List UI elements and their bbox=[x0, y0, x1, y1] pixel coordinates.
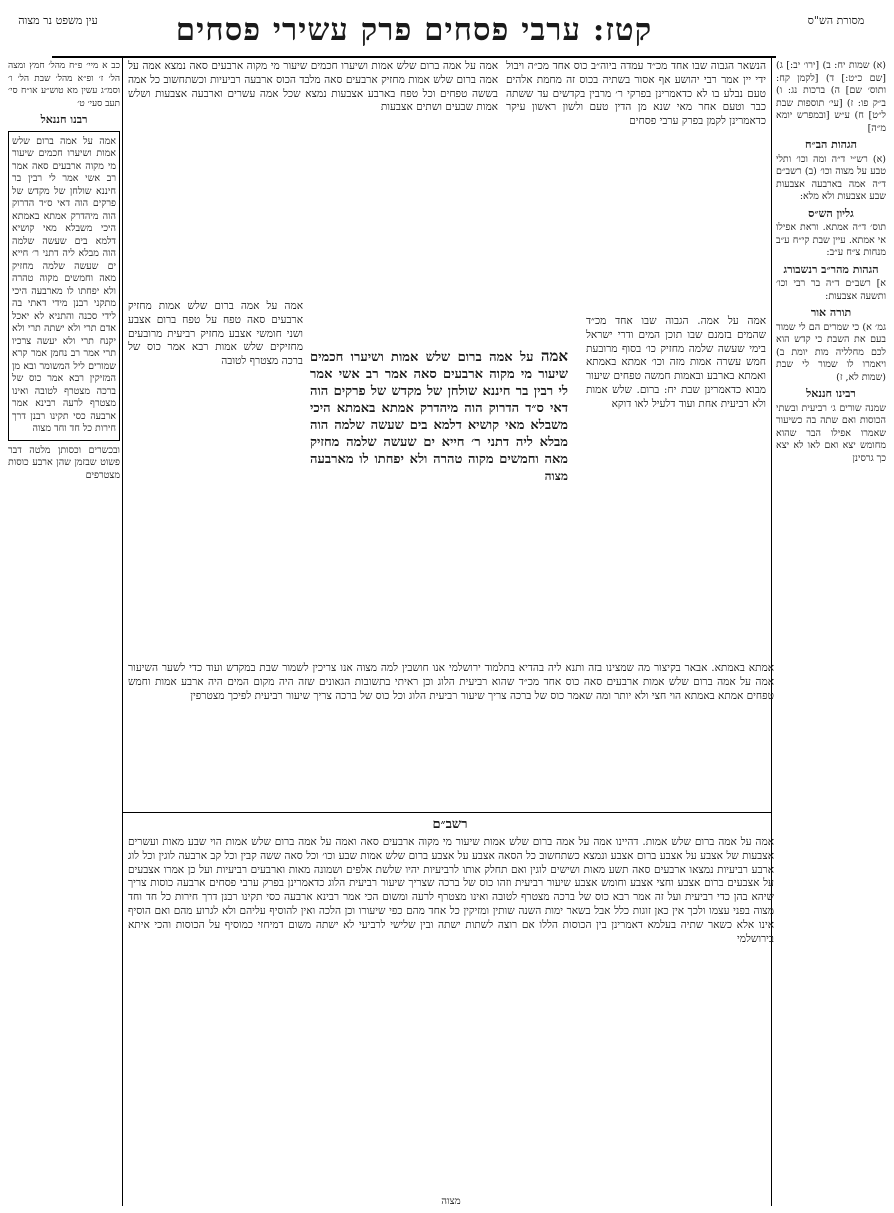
rashi-top-block: הנשאר הגבוה שבו אחד מכ״ד עמדה ביוה״ב כוס אחד מכ״ה ויבול ידי יין אמר רבי יהושע אף אסור בשתיה בכוס זה מחמת אלהים טעם נבלע בו לא כדאמרינן בפרקי ר׳ מרבין בקדשים עד ששתה כבר וטעם אחר מאי שנא מן הדין טעם ולשון ראשון עיקר כדאמרינן לקמן בפרק ערבי פסחים bbox=[506, 60, 766, 128]
left-margin-rule bbox=[122, 58, 123, 1206]
rashbam-divider bbox=[122, 812, 772, 813]
gemara-tail: מצוה bbox=[544, 469, 568, 483]
tosafot-middle-block: אמה על אמה ברום שלש אמות מחזיק ארבעים סאה טפח על טפח ברום אצבע ושני חומשי אצבע מחזיק רביעית מרובעים מחזיקים שלש אמות רבא אמר כוס של ברכה מצטרף לטובה bbox=[128, 300, 303, 368]
right-margin-column bbox=[776, 60, 886, 1150]
gemara-lead-word: אמה bbox=[540, 348, 568, 365]
torah-or-text: גמ׳ א) כי שמרים הם לי שמור בעם את השבת כי קדש הוא לכם מחלליה מות יומת ב) ויאמרו לו שמור לי שבת (שמות לא, ז) bbox=[776, 321, 886, 383]
page-footer: מצוה bbox=[441, 1196, 461, 1207]
gemara-body: על אמה ברום שלש אמות ושיערו חכמים שיעור מי מקוה ארבעים סאה אמר רב אשי אמר לי רבין בר חיננא שולחן של מקדש של פרקים הוה דאי ס״ד הדרוק הוה מיהדרק אמתא באמתא היכי משבלא מאי קושיא דלמא בים שעשה שלמה הוה מבלא ליה דתני ר׳ חייא ים שעשה שלמה מחזיק מאה וחמשים מקוה טהרה ולא יפחתו לו מארבעה bbox=[310, 350, 568, 467]
rabbenu-left-text: אמה על אמה ברום שלש אמות ושיערו חכמים שיעור מי מקוה ארבעים סאה אמר רב אשי אמר לי רבין בר חיננא שולחן של מקדש של פרקים הוה דאי ס״ד הדרוק הוה מיהדרק אמתא באמתא היכי משבלא מאי קושיא דלמא בים שעשה שלמה הוה מבלא ליה דתני ר׳ חייא ים שעשה שלמה מחזיק מאה וחמשים מקוה טהרה ולא יפחתו לו מארבעה היכי מתקני רבנן מידי דאתי בה לידי סכנה והתניא לא יאכל אדם תרי ולא ישתה תרי ולא יקנח תרי ולא יעשה צרכיו תרי אמר רב נחמן אמר קרא שמורים ליל המשומר ובא מן המזיקין רבא אמר כוס של ברכה מצטרף לטובה ואינו מצטרף לרעה רבינא אמר ארבעה כסי תקינו רבנן דרך חירות כל חד וחד מצוה bbox=[8, 131, 120, 441]
masoret-heading: מסורת הש"ס bbox=[807, 14, 865, 27]
rashbam-heading: רשב״ם bbox=[432, 817, 468, 832]
ein-mishpat-heading: עין משפט נר מצוה bbox=[18, 14, 98, 27]
rabbenu-left-heading: רבנו חננאל bbox=[40, 113, 88, 126]
tosafot-top-block: אמה על אמה ברום שלש אמות ושיערו חכמים שיעור מי מקוה ארבעים סאה נמצא אמה על אמה ברום שלש אמות מחזיק ארבעים סאה מלבד הכוס ארבעה רביעיות וכשתחשוב כל אמה בששה טפחים וכל טפח בארבע אצבעות נמצא שכל אמה עשרים וארבעה אצבעות ושלש אמות שבעים ושתים אצבעות bbox=[128, 60, 498, 114]
rabbenu-right-heading: רבינו חננאל bbox=[806, 387, 856, 400]
rabbenu-right-text: שמנה שורים ג׳ רביעית ובשתי הכוסות ואם שתה בה כשיעור שאמרו אפילו הבר שהוא מחומש יצא ואם לאו לא יצא כך גרסינן bbox=[776, 402, 886, 464]
gilyon-text: תוס׳ ד״ה אמתא. וראת אפילו אי אמתא. עיין שבת קי״ח ע״ב מנחות צ״ח ע״ב: bbox=[776, 222, 886, 258]
rashbam-block: אמה על אמה ברום שלש אמות. דהיינו אמה על אמה ברום שלש אמות שיעור מי מקוה ארבעים סאה ואמה על אמה ברום שלש אמות הוי שבע מאות ועשרים אצבעות של אצבע על אצבע ברום אצבע ונמצא כשתחשוב כל הסאה אצבע על אצבע ברום שלש אמות שבע וכו׳ וכל סאה ששה קבין וכל קב ארבעה לוגין וכל לוג ארבע רביעיות נמצאו ארבעים סאה תשע מאות ושישים לוגין ואם תחלק אותו לרביעיות יהיו שלשת אלפים ושמונה מאות וארבעים רביעיות ועל כן אמרו אצבעים על אצבעים ברום אצבע וחצי אצבע וחומש אצבע שיעור רביעית וזהו כוס של ברכה שצריך שיעור רביעית הלוג כדאמרינן בפרק ערבי פסחים ארבעה כוסות צריך שיהא בהן כדי רביעית ועל זה אמר רבא כוס של ברכה מצטרף לטובה ואינו מצטרף לרעה ומשום הכי אמר רבינא ארבעה כסי תקינו רבנן דרך חירות כל חד וחד מצוה בפני עצמו ולכך אין כאן זוגות כלל אבל בשאר ימות השנה שותין ומזיקין כל אחד מהם כפי שיעורו וכן הלכה ואין להוסיף עליהם ולא לגרוע מהם ואם הוסיף אינו אלא כשאר שתיה בעלמא דאמרינן בין הכוסות הללו אם רוצה לשתות ישתה ובין שלישי לרביעי לא ישתה משום דמיחזי כמוסיף על הכוסות והכי איתא בירושלמי bbox=[128, 836, 774, 945]
tosafot-lower-block: אמתא באמתא. אבאר בקיצור מה שמצינו בזה ותנא ליה בהדיא בתלמוד ירושלמי אנו חושבין למה מצוה אנו צריכין לשמור שבת במקדש ועוד כדי לשער השיעור אמה על אמה ברום שלש אמות ארבעים סאה כוס אחד מכ״ד שהוא רביעית הלוג וכן ראיתי בתשובות הגאונים שזה היה מקום המים היה ארבע אמות וחמש טפחים אמתא באמתא הוי חצי ולא יותר ומה שאמר כוס של ברכה צריך שיעור רביעית הלוג וכל כוס של ברכה צריך שיעור רביעית לפיכך מצטרפין bbox=[128, 662, 774, 702]
page-header bbox=[52, 8, 776, 58]
maharshal-heading: הגהות מהר״ב רנשבורג bbox=[783, 262, 879, 276]
torah-or-heading: תורה אור bbox=[810, 306, 852, 319]
rashi-middle-block: אמה על אמה. הגבוה שבו אחד מכ״ד שהמים בזמנם שבו תוכן המים ודרי ישראל בימי שעשה שלמה מחזיק כו׳ בסוף מרובעת חמש עשרה אמות מזה וכו׳ אמתא באמתא ואמתא בארבע ובאמות חמשה טפחים שיעור מבוא כדאמרינן שבת יח: ברום. שלש אמות ולא רביעית אחת ועוד דלעיל לאו דוקא bbox=[586, 315, 766, 410]
rabbenu-left-second: ובכשרים וכסותן מלטה דבר פשוט שבזמן שהן ארבע כוסות מצטרפים bbox=[8, 444, 120, 481]
hagahot-heading: הגהות הב״ח bbox=[805, 138, 857, 151]
gemara-main-text bbox=[310, 348, 568, 518]
hagahot-text: (א) רש״י ד״ה ומה וכו׳ ותלי טבע על מצוה וכו׳ (ב) רשב״ם ד״ה אמה בארבעה אצבעות שבע אצבעות ולא מלא: bbox=[776, 153, 886, 202]
gilyon-heading: גליון הש״ס bbox=[808, 206, 854, 220]
ein-mishpat-text: כב א מיי׳ פ״ח מהל׳ חמץ ומצה הל׳ ז׳ ופ״א מהל׳ שבת הל׳ ו׳ וסמ״ג עשין מא טוש״ע או״ח סי׳ תעב סעי׳ ט׳ bbox=[8, 61, 120, 109]
page-title: קטז: ערבי פסחים פרק עשירי פסחים bbox=[175, 12, 653, 48]
maharshal-text: א] רשב״ם ד״ה בר רבי וכו׳ ותשעה אצבעות: bbox=[776, 278, 886, 302]
left-margin-column bbox=[8, 60, 120, 1150]
masoret-hashas: (א) שמות יח: ב) [ירו׳ יב:] ג) [שם כ״ט:] ד) [לקמן קח: ותוס׳ שם] ה) ברכות נג: ו) ב״ק פו: ז) [עי׳ תוספות שבת ל״ט] ח) ע״ש [ובמפרש יומא מ״ה] bbox=[776, 60, 886, 134]
